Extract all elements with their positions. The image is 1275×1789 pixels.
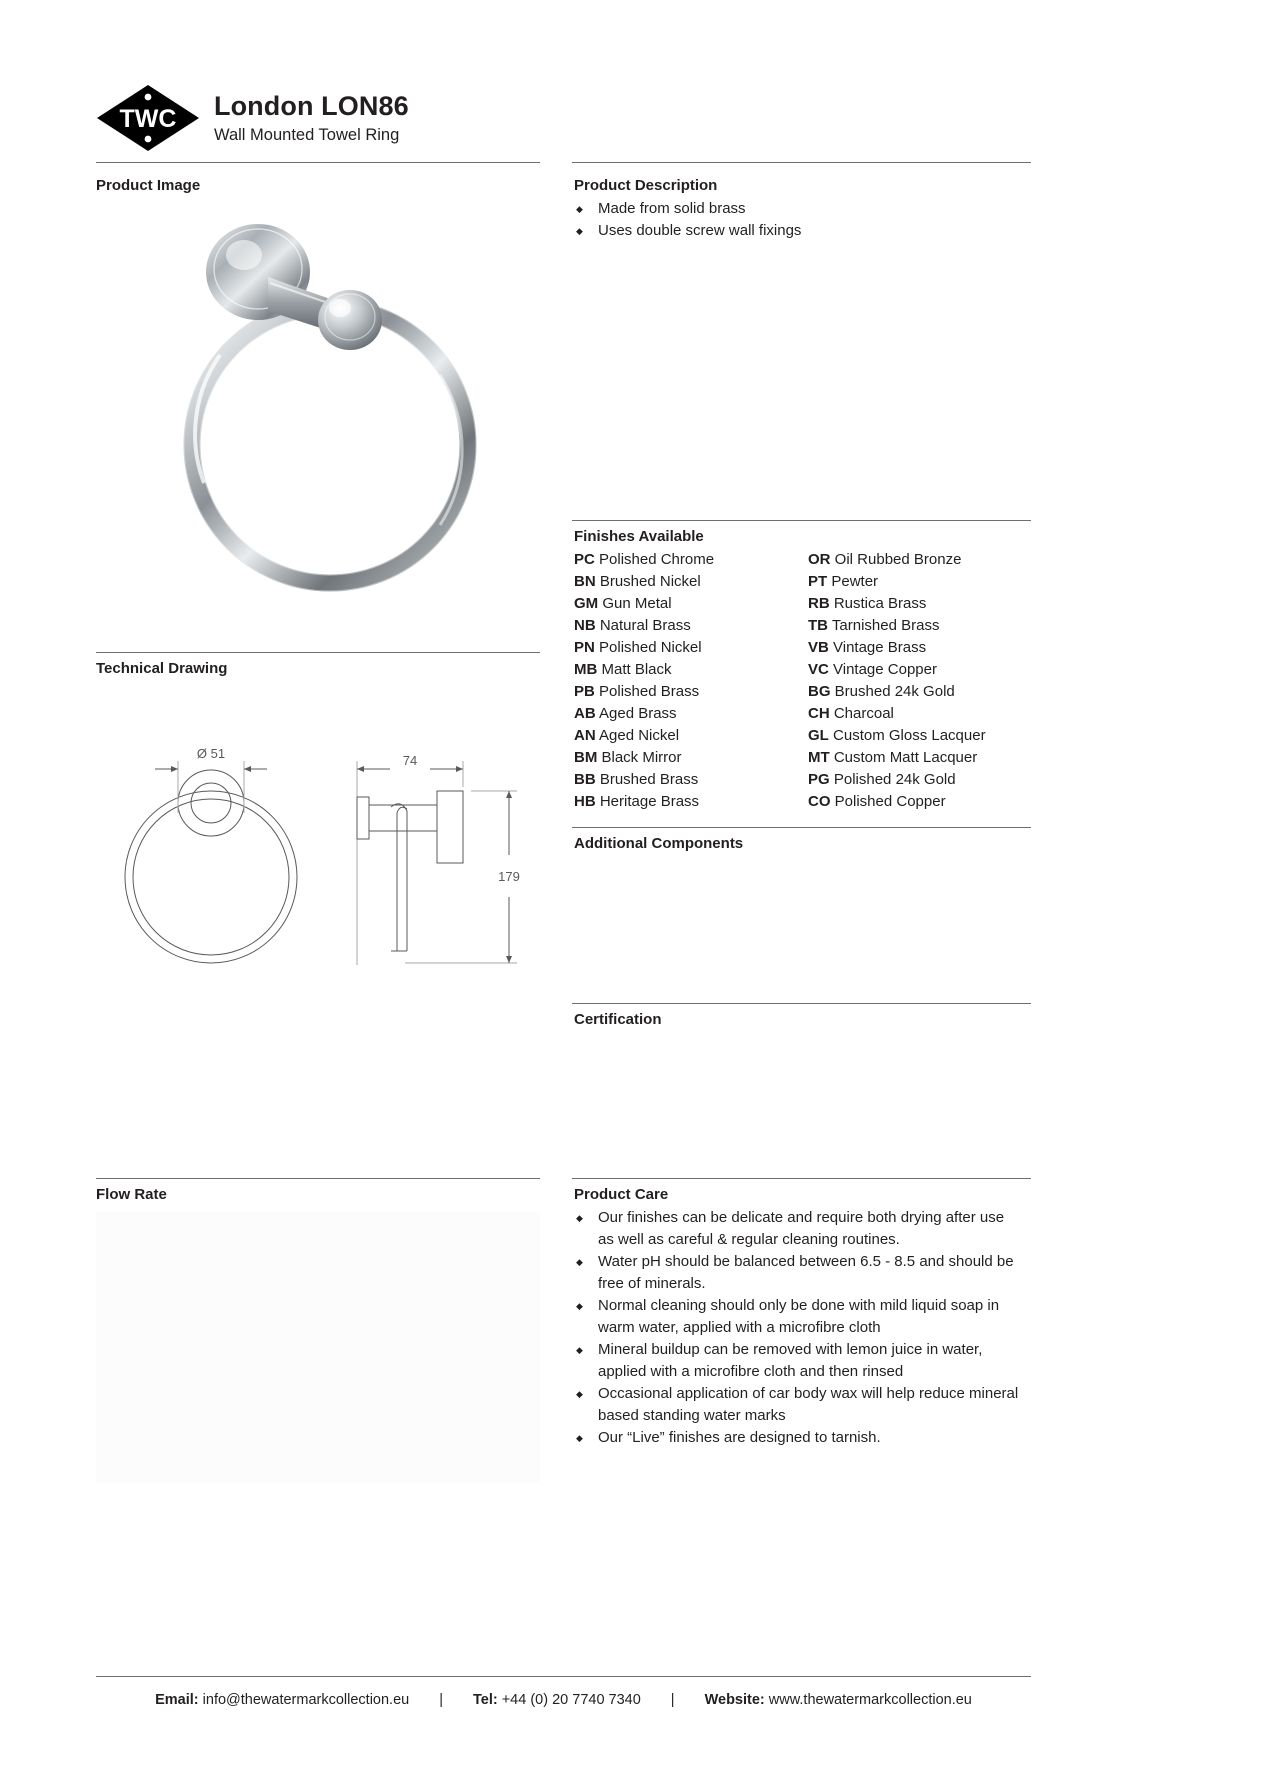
list-item: ◆ Our finishes can be delicate and require both drying after use as well as careful & regular cleaning routines. [574, 1207, 1024, 1251]
finishes-column-right [808, 549, 986, 813]
finish-code: OR [808, 551, 831, 568]
footer-tel-label: Tel: [472, 1692, 498, 1708]
finish-name: Brushed Nickel [599, 573, 701, 590]
finish-item [574, 681, 714, 703]
section-product-description: Product Description [574, 177, 718, 194]
footer-website-label: Website: [704, 1692, 765, 1708]
finish-name: Polished Chrome [599, 551, 715, 568]
finish-name: Polished Nickel [599, 639, 702, 656]
technical-drawing [105, 725, 535, 985]
footer-contact-bar [96, 1692, 1031, 1708]
finish-name: Rustica Brass [833, 595, 927, 612]
finish-code: PN [574, 639, 595, 656]
divider-footer [96, 1676, 1031, 1677]
finish-item [574, 747, 714, 769]
finish-item [574, 593, 714, 615]
finish-item [574, 769, 714, 791]
finish-code: BB [574, 771, 596, 788]
finish-name: Vintage Brass [833, 639, 927, 656]
divider-flow-rate [96, 1178, 540, 1179]
twc-diamond-logo [96, 84, 200, 152]
dim-depth-label: 74 [402, 753, 418, 768]
finish-name: Custom Gloss Lacquer [833, 727, 986, 744]
product-description-list [574, 198, 1029, 242]
list-item: ◆ Normal cleaning should only be done with mild liquid soap in warm water, applied with a microfibre cloth [574, 1295, 1024, 1339]
finish-code: GL [808, 727, 829, 744]
list-item: ◆ Water pH should be balanced between 6.5 - 8.5 and should be free of minerals. [574, 1251, 1024, 1295]
finish-item [574, 791, 714, 813]
divider-finishes [572, 520, 1031, 521]
finish-code: AN [574, 727, 596, 744]
finish-code: VB [808, 639, 829, 656]
finish-code: BN [574, 573, 596, 590]
finish-item [808, 549, 986, 571]
finish-name: Polished Brass [599, 683, 700, 700]
finish-name: Tarnished Brass [831, 617, 940, 634]
finish-code: CH [808, 705, 830, 722]
finish-item [574, 615, 714, 637]
finish-name: Aged Nickel [599, 727, 680, 744]
finish-item [574, 571, 714, 593]
finish-name: Black Mirror [601, 749, 682, 766]
finishes-column-left [574, 549, 714, 813]
finish-item [574, 637, 714, 659]
flow-rate-content [96, 1212, 540, 1482]
finish-code: BG [808, 683, 831, 700]
section-additional-components: Additional Components [574, 835, 744, 852]
footer-email[interactable] [155, 1692, 409, 1708]
footer-website[interactable] [705, 1692, 972, 1708]
finish-code: VC [808, 661, 829, 678]
page-header [96, 82, 1031, 154]
section-finishes-available: Finishes Available [574, 528, 704, 545]
divider-product-care [572, 1178, 1031, 1179]
list-item: ◆ Occasional application of car body wax will help reduce mineral based standing water marks [574, 1383, 1024, 1427]
divider-certification [572, 1003, 1031, 1004]
finish-item [574, 659, 714, 681]
list-item: ◆ Mineral buildup can be removed with lemon juice in water, applied with a microfibre cloth and then rinsed [574, 1339, 1024, 1383]
dim-diameter-label: Ø 51 [196, 746, 226, 761]
finish-code: PB [574, 683, 595, 700]
divider-right-header [572, 162, 1031, 163]
finish-code: NB [574, 617, 596, 634]
finish-item [808, 791, 986, 813]
finish-item [574, 549, 714, 571]
finish-item [574, 703, 714, 725]
finish-item [808, 659, 986, 681]
finish-name: Vintage Copper [833, 661, 937, 678]
page-subtitle: Wall Mounted Towel Ring [214, 126, 400, 144]
finish-code: TB [808, 617, 828, 634]
finish-name: Heritage Brass [599, 793, 700, 810]
finish-code: PC [574, 551, 595, 568]
footer-email-label: Email: [155, 1692, 199, 1708]
svg-text:TWC: TWC [119, 105, 177, 133]
finish-item [808, 703, 986, 725]
title-block [214, 92, 409, 144]
finish-name: Brushed 24k Gold [834, 683, 955, 700]
finish-item [808, 615, 986, 637]
section-product-care: Product Care [574, 1186, 669, 1203]
footer-website-value: www.thewatermarkcollection.eu [768, 1692, 972, 1708]
section-technical-drawing: Technical Drawing [96, 660, 228, 677]
finish-item [574, 725, 714, 747]
finish-name: Brushed Brass [599, 771, 699, 788]
finish-code: GM [574, 595, 599, 612]
finish-code: RB [808, 595, 830, 612]
finish-code: MT [808, 749, 830, 766]
footer-tel[interactable] [473, 1692, 641, 1708]
finish-name: Oil Rubbed Bronze [834, 551, 962, 568]
footer-tel-value: +44 (0) 20 7740 7340 [501, 1692, 641, 1708]
finish-code: AB [574, 705, 596, 722]
finish-item [808, 747, 986, 769]
divider-additional-components [572, 827, 1031, 828]
finish-item [808, 571, 986, 593]
list-item: ◆ Uses double screw wall fixings [574, 220, 1029, 242]
finish-code: CO [808, 793, 831, 810]
page-title: London LON86 [214, 90, 409, 121]
footer-email-value: info@thewatermarkcollection.eu [202, 1692, 410, 1708]
finish-code: PT [808, 573, 828, 590]
finish-name: Matt Black [601, 661, 672, 678]
finish-name: Gun Metal [602, 595, 672, 612]
finish-code: BM [574, 749, 598, 766]
section-flow-rate: Flow Rate [96, 1186, 167, 1203]
finish-name: Natural Brass [599, 617, 691, 634]
finish-name: Pewter [831, 573, 879, 590]
footer-separator: | [439, 1692, 443, 1708]
finish-item [808, 725, 986, 747]
finish-item [808, 769, 986, 791]
divider-left-header [96, 162, 540, 163]
divider-technical-drawing [96, 652, 540, 653]
product-photo [140, 205, 520, 625]
list-item: ◆ Our “Live” finishes are designed to tarnish. [574, 1427, 1024, 1449]
finish-name: Aged Brass [599, 705, 677, 722]
finish-item [808, 637, 986, 659]
finish-code: PG [808, 771, 830, 788]
finish-name: Polished Copper [834, 793, 946, 810]
finish-name: Custom Matt Lacquer [833, 749, 978, 766]
product-care-list [574, 1207, 1024, 1449]
finish-item [808, 593, 986, 615]
section-product-image: Product Image [96, 177, 201, 194]
section-certification: Certification [574, 1011, 662, 1028]
list-item: ◆ Made from solid brass [574, 198, 1029, 220]
finish-name: Polished 24k Gold [833, 771, 956, 788]
finish-name: Charcoal [833, 705, 894, 722]
finish-code: MB [574, 661, 598, 678]
dim-height-label: 179 [498, 869, 520, 884]
finish-code: HB [574, 793, 596, 810]
finish-item [808, 681, 986, 703]
footer-separator: | [670, 1692, 675, 1708]
